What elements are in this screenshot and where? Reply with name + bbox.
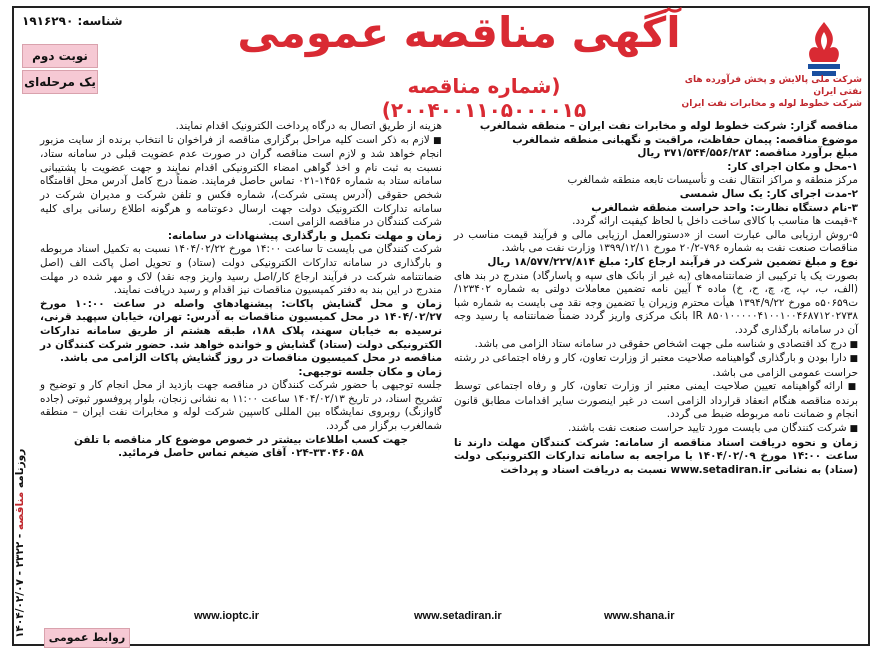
left-paragraph: زمان و محل گشایش پاکات: پیشنهادهای واصله در ساعت ۱۰:۰۰ مورخ ۱۴۰۴/۰۲/۲۷ در محل کمیسیون مناقصات به آدرس: تهران، خیابان سپهبد قرنی، نرسیده به خیابان سهند، پلاک ۱۸۸، طبقه هشتم از طریق سامانه تدارکات الکترونیکی دولت (ستاد) گشایش و خوانده خواهد شد. حضور شرکت کنندگان در مناقصه در محل کمیسیون مناقصات در روز گشایش پاکات الزامی می باشد. [40, 297, 442, 365]
notice-title: آگهی مناقصه عمومی [237, 8, 681, 57]
newspaper-name: مناقصه [14, 491, 26, 531]
left-paragraph: جهت کسب اطلاعات بیشتر در خصوص موضوع کار مناقصه با تلفن ۳۳۰۴۶۰۵۸-۰۲۴ آقای ضیغم تماس حاصل فرمائید. [74, 433, 408, 460]
left-paragraph: جلسه توجیهی با حضور شرکت کنندگان در مناقصه جهت بازدید از محل انجام کار و توضیح و تشریح اسناد، در تاریخ ۱۴۰۴/۰۲/۱۳ ساعت ۱۱:۰۰ به نشانی زنجان، بلوار پروفسور ثبوتی (جاده گاوازنگ) روبروی نمایشگاه بین المللی کاسپین شرکت لوله و مخابرات نفت ایران – منطقه شمالغرب برگزار می گردد. [40, 379, 442, 433]
left-paragraph: هزینه از طریق اتصال به درگاه پرداخت الکترونیک اقدام نمایند. [175, 120, 442, 132]
left-paragraph: زمان و مهلت تکمیل و بارگذاری پیشنهادات در سامانه: [167, 229, 442, 242]
public-relations-badge: روابط عمومی [44, 628, 130, 648]
right-paragraph: زمان و نحوه دریافت اسناد مناقصه از سامانه: شرکت کنندگان مهلت دارند تا ساعت ۱۴:۰۰ مورخ ۱۴۰۴/۰۲/۰۹ با مراجعه به سامانه تدارکات الکترونیکی دولت (ستاد) به نشانی www.setadiran.ir نسبت به دریافت اسناد و پرداخت [454, 436, 858, 476]
right-paragraph: مرکز منطقه و مراکز انتقال نفت و تأسیسات تابعه منطقه شمالغرب [567, 174, 858, 187]
tender-number: (شماره مناقصه ۲۰۰۴۰۰۱۱۰۵۰۰۰۰۱۵) [381, 74, 587, 122]
right-paragraph: ۵-روش ارزیابی مالی عبارت است از «دستورالعمل ارزیابی مالی و فرآیند قیمت مناسب در مناقصات صنعت نفت به شماره ۷۹۶-۲۰/۲ مورخ ۱۳۹۹/۱۲/۱۱ وزارت نفت می باشد. [454, 228, 858, 255]
right-paragraph: ۲-مدت اجرای کار: یک سال شمسی [679, 187, 858, 200]
right-paragraph: ۳-نام دستگاه نظارت: واحد حراست منطقه شمالغرب [591, 201, 858, 214]
site-link-setadiran[interactable]: www.setadiran.ir [414, 610, 502, 622]
site-link-shana[interactable]: www.shana.ir [604, 610, 675, 622]
flame-logo-icon [740, 14, 860, 80]
right-paragraph: ■ دارا بودن و بارگذاری گواهینامه صلاحیت معتبر از وزارت تعاون، کار و رفاه اجتماعی در رشته حراست عمومی الزامی می باشد. [454, 352, 858, 380]
right-paragraph: مبلغ برآورد مناقصه: ۳۷۱/۵۴۴/۵۵۶/۲۸۳ ریال [637, 147, 858, 160]
right-paragraph: مناقصه گزار: شرکت خطوط لوله و مخابرات نفت ایران – منطقه شمالغرب [479, 120, 858, 132]
right-column [454, 120, 858, 477]
tender-notice [12, 6, 870, 646]
right-paragraph: ۱-محل و مکان اجرای کار: [727, 160, 858, 173]
company-name: شرکت ملی پالایش و پخش فرآورده های نفتی ایران شرکت خطوط لوله و مخابرات نفت ایران [681, 75, 862, 109]
right-paragraph: ■ شرکت کنندگان می بایست مورد تایید حراست صنعت نفت باشند. [454, 422, 858, 437]
right-paragraph: بصورت یک یا ترکیبی از ضمانتنامه‌های (به غیر از بانک های سپه و پاسارگاد) مندرج در بند های (الف، ب، پ، ج، چ، ح، خ) ماده ۴ آیین نامه تضمین معاملات دولتی به شماره ۱۲۳۴۰۲/ت۵۰۶۵۹ه مورخ ۱۳۹۴/۹/۲۲ هیأت محترم وزیران یا تضمین وجه نقد می بایست به شماره شبا IR ۸۵۰۱۰۰۰۰۰۴۱۰۰۱۰۰۴۶۸۷۱۲۰۲۷۳۸ بانک مرکزی واریز گردد ضمناً ضمانتنامه یا رسید وجه آن در سامانه بارگذاری گردد. [454, 269, 858, 336]
left-paragraph: زمان و مکان جلسه توجیهی: [298, 365, 442, 378]
site-link-ioptc[interactable]: www.ioptc.ir [194, 610, 259, 622]
right-paragraph: ۴-قیمت ها مناسب با کالای ساخت داخل با لحاظ کیفیت ارائه گردد. [572, 215, 858, 228]
round-badge: نوبت دوم [22, 44, 98, 68]
notice-id: شناسه: ۱۹۱۶۲۹۰ [22, 14, 123, 28]
left-column [40, 120, 442, 461]
notice-header [14, 8, 868, 120]
right-paragraph: ■ درج کد اقتصادی و شناسه ملی جهت اشخاص حقوقی در سامانه ستاد الزامی می باشد. [454, 338, 858, 353]
stage-badge: یک مرحله‌ای [22, 70, 98, 94]
newspaper-stamp: روزنامه مناقصه - ۲۳۲۲ - ۱۴۰۴/۰۲/۰۷ [14, 448, 26, 638]
website-links [164, 610, 724, 628]
right-paragraph: موضوع مناقصه: پیمان حفاظت، مراقبت و نگهبانی منطقه شمالغرب [512, 133, 858, 146]
right-paragraph: نوع و مبلغ تضمین شرکت در فرآیند ارجاع کار: مبلغ ۱۸/۵۷۷/۲۲۷/۸۱۴ ریال [487, 255, 858, 268]
left-paragraph: ■ لازم به ذکر است کلیه مراحل برگزاری مناقصه از فراخوان تا انتخاب برنده از سایت مزبور انجام خواهد شد و لازم است مناقصه گران در صورت عدم عضویت قبلی در سامانه ستاد، نسبت به ثبت نام و اخذ گواهی امضاء الکترونیکی اقدام نمایند و جهت عضویت با پشتیبانی سامانه ستاد به شماره ۱۴۵۶-۰۲۱ تماس حاصل فرمایند. ضمناً درج کامل آدرس محل اقامتگاه شخص حقوقی (آدرس پستی شرکت)، شماره فکس و تلفن شرکت و مدیران شرکت در سامانه تدارکات الکترونیک دولت جهت ارسال دعوتنامه و هرگونه اطلاع رسانی برای کلیه شرکت کنندگان در مناقصه الزامی است. [40, 134, 442, 230]
right-paragraph: ■ ارائه گواهینامه تعیین صلاحیت ایمنی معتبر از وزارت تعاون، کار و رفاه اجتماعی توسط برنده مناقصه هنگام انعقاد قرارداد الزامی است در غیر اینصورت سایر اقدامات مطابق قانون انجام و ضمانت نامه مربوطه ضبط می گردد. [454, 380, 858, 422]
left-paragraph: شرکت کنندگان می بایست تا ساعت ۱۴:۰۰ مورخ ۱۴۰۴/۰۲/۲۲ نسبت به تکمیل اسناد مربوطه و بارگذاری در سامانه تدارکات الکترونیکی دولت (ستاد) و تحویل اصل پاکت الف (اصل ضمانتنامه شرکت در فرآیند ارجاع کار/اصل رسید واریز وجه نقد) لاک و مهر شده در مهلت مندرج در این بند به دفتر کمیسیون مناقصات نیز اقدام و رسید دریافت نمایند. [40, 243, 443, 297]
